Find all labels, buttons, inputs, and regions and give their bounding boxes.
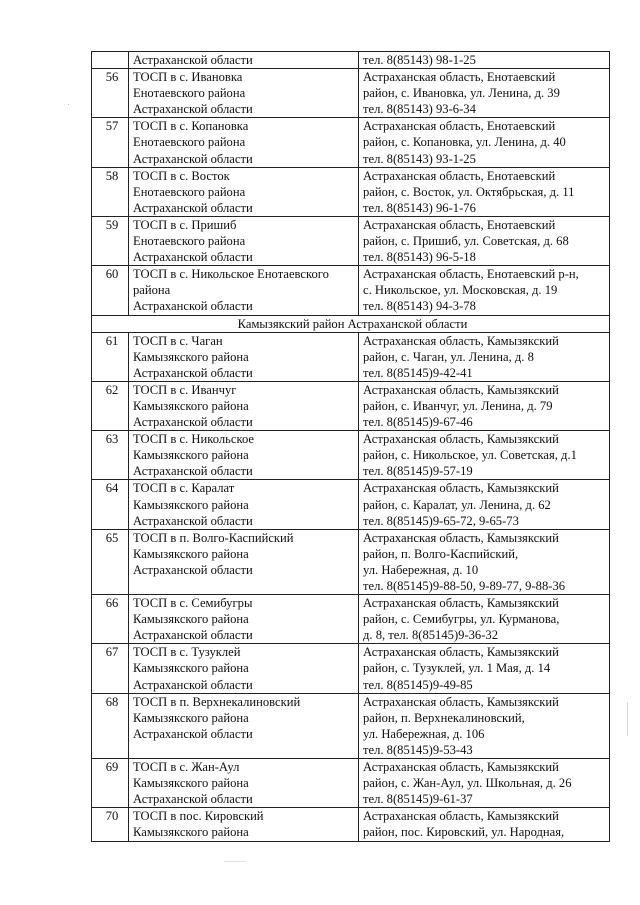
office-address-cell [359,69,610,118]
office-name-line: ТОСП в с. Чаган [133,333,223,348]
office-name-line: Астраханской области [133,151,253,166]
office-name-cell [129,69,359,118]
office-name-line: Астраханской области [133,200,253,215]
office-address-line: Астраханская область, Енотаевский [363,168,556,183]
office-name-line: Камызякского района [133,710,249,725]
office-name-line: Камызякского района [133,448,249,463]
table-row [92,266,610,315]
office-name-cell [129,644,359,693]
row-number: 56 [92,69,129,118]
office-address-line: д. 8, тел. 8(85145)9-36-32 [363,628,499,643]
office-address-line: Астраханская область, Камызякский [363,809,559,824]
office-name-line: ТОСП в с. Никольское [133,432,254,447]
office-address-line: тел. 8(85143) 98-1-25 [363,53,476,67]
row-number: 61 [92,332,129,381]
office-address-line: Астраханская область, Енотаевский [363,119,556,134]
scan-artifact [224,861,246,862]
office-name-cell [129,381,359,430]
office-address-line: тел. 8(85145)9-49-85 [363,677,473,692]
row-number: 64 [92,480,129,529]
table-row [92,381,610,430]
office-address-line: район, с. Каралат, ул. Ленина, д. 62 [363,497,551,512]
office-name-cell [129,167,359,216]
office-name-line: ТОСП в с. Иванчуг [133,382,237,397]
office-name-line: Камызякского района [133,661,249,676]
office-name-line: района [133,283,171,298]
table-row [92,52,610,69]
office-address-cell [359,216,610,265]
office-address-line: Астраханская область, Енотаевский [363,70,556,85]
office-address-cell [359,332,610,381]
office-name-line: Астраханской области [133,628,253,643]
table-row [92,529,610,594]
office-address-line: Астраханская область, Камызякский [363,645,559,660]
row-number: 65 [92,529,129,594]
office-name-line: Астраханской области [133,562,253,577]
table-row [92,118,610,167]
office-name-line: ТОСП в с. Восток [133,168,230,183]
office-address-line: тел. 8(85145)9-88-50, 9-89-77, 9-88-36 [363,579,566,593]
table-row [92,216,610,265]
office-address-line: район, с. Ивановка, ул. Ленина, д. 39 [363,86,560,101]
table-row [92,69,610,118]
office-name-line: Камызякского района [133,776,249,791]
office-name-line: Енотаевского района [133,184,246,199]
office-address-line: тел. 8(85145)9-57-19 [363,464,473,479]
office-address-line: район, п. Верхнекалиновский, [363,710,525,725]
office-name-line: ТОСП в с. Никольское Енотаевского [133,267,329,282]
row-number: 62 [92,381,129,430]
office-name-line: Астраханской области [133,677,253,692]
office-name-line: Астраханской области [133,102,253,117]
row-number: 58 [92,167,129,216]
office-name-line: Енотаевского района [133,86,246,101]
scan-artifact [627,702,628,736]
office-name-line: Астраханской области [133,726,253,741]
office-name-cell [129,480,359,529]
office-address-line: Астраханская область, Камызякский [363,481,559,496]
office-address-cell [359,480,610,529]
office-name-cell [129,332,359,381]
row-number: 57 [92,118,129,167]
office-name-line: ТОСП в с. Каралат [133,481,235,496]
office-name-line: Астраханской области [133,250,253,265]
office-name-line: ТОСП в п. Волго-Каспийский [133,530,294,545]
office-address-cell [359,118,610,167]
office-name-line: ТОСП в п. Верхнекалиновский [133,694,301,709]
office-address-line: район, с. Иванчуг, ул. Ленина, д. 79 [363,398,553,413]
office-address-line: Астраханская область, Камызякский [363,596,559,611]
office-address-cell [359,644,610,693]
table-row [92,595,610,644]
office-address-line: район, с. Никольское, ул. Советская, д.1 [363,448,577,463]
office-address-line: ул. Набережная, д. 106 [363,726,485,741]
row-number: 59 [92,216,129,265]
office-address-line: тел. 8(85145)9-65-72, 9-65-73 [363,513,519,528]
office-address-line: район, с. Восток, ул. Октябрьская, д. 11 [363,184,575,199]
office-name-line: ТОСП в с. Семибугры [133,596,253,611]
office-name-line: ТОСП в пос. Кировский [133,809,264,824]
office-name-line: ТОСП в с. Тузуклей [133,645,241,660]
office-name-line: Астраханской области [133,792,253,807]
office-name-line: Енотаевского района [133,135,246,150]
table-row [92,644,610,693]
office-address-line: тел. 8(85145)9-67-46 [363,415,473,430]
office-address-cell [359,266,610,315]
office-name-line: Камызякского района [133,349,249,364]
office-name-cell [129,808,359,841]
office-name-line: Астраханской области [133,365,253,380]
office-name-cell [129,759,359,808]
row-number: 70 [92,808,129,841]
office-name-line: Астраханской области [133,513,253,528]
table-row [92,332,610,381]
office-address-cell [359,529,610,594]
office-address-line: тел. 8(85143) 94-3-78 [363,299,476,314]
office-name-cell [129,216,359,265]
row-number: 60 [92,266,129,315]
office-name-line: Астраханской области [133,299,253,314]
office-name-cell [129,118,359,167]
office-name-line: Камызякского района [133,497,249,512]
table-row [92,693,610,758]
office-address-line: район, пос. Кировский, ул. Народная, [363,825,565,840]
office-address-line: тел. 8(85145)9-61-37 [363,792,473,807]
office-address-line: Астраханская область, Енотаевский [363,217,556,232]
scan-artifact [68,104,69,105]
row-number: 69 [92,759,129,808]
office-name-cell [129,595,359,644]
office-address-line: тел. 8(85143) 93-1-25 [363,151,476,166]
office-address-line: с. Никольское, ул. Московская, д. 19 [363,283,558,298]
office-address-line: Астраханская область, Камызякский [363,333,559,348]
row-number: 66 [92,595,129,644]
office-address-line: район, с. Семибугры, ул. Курманова, [363,612,560,627]
office-address-cell [359,381,610,430]
office-name-line: Камызякского района [133,398,249,413]
table-row [92,431,610,480]
office-address-cell [359,759,610,808]
office-address-line: Астраханская область, Камызякский [363,530,559,545]
section-header-row [92,315,610,332]
office-address-cell [359,808,610,841]
office-name-line: ТОСП в с. Пришиб [133,217,237,232]
office-name-line: ТОСП в с. Жан-Аул [133,760,240,775]
office-address-line: тел. 8(85143) 96-5-18 [363,250,476,265]
office-address-line: тел. 8(85145)9-53-43 [363,742,473,757]
office-name-line: Камызякского района [133,612,249,627]
office-address-line: тел. 8(85143) 96-1-76 [363,200,476,215]
office-address-line: Астраханская область, Камызякский [363,432,559,447]
office-address-line: Астраханская область, Камызякский [363,694,559,709]
office-name-line: ТОСП в с. Копановка [133,119,249,134]
table-row [92,759,610,808]
office-address-line: район, п. Волго-Каспийский, [363,546,519,561]
office-address-line: район, с. Пришиб, ул. Советская, д. 68 [363,234,569,249]
table-row [92,808,610,841]
office-address-cell [359,52,610,69]
office-name-cell [129,266,359,315]
office-name-cell [129,529,359,594]
office-address-line: Астраханская область, Енотаевский р-н, [363,267,579,282]
office-address-line: район, с. Тузуклей, ул. 1 Мая, д. 14 [363,661,551,676]
row-number [92,52,129,69]
office-name-line: Камызякского района [133,546,249,561]
office-address-line: район, с. Чаган, ул. Ленина, д. 8 [363,349,534,364]
office-name-line: Астраханской области [133,53,253,67]
office-directory-body [92,52,610,842]
office-address-cell [359,595,610,644]
office-name-line: Енотаевского района [133,234,246,249]
office-address-line: ул. Набережная, д. 10 [363,562,479,577]
office-name-cell [129,693,359,758]
office-address-line: тел. 8(85143) 93-6-34 [363,102,476,117]
row-number: 67 [92,644,129,693]
office-name-line: Камызякского района [133,825,249,840]
row-number: 63 [92,431,129,480]
office-name-line: ТОСП в с. Ивановка [133,70,243,85]
row-number: 68 [92,693,129,758]
office-name-line: Астраханской области [133,464,253,479]
office-address-line: район, с. Жан-Аул, ул. Школьная, д. 26 [363,776,572,791]
table-row [92,167,610,216]
office-name-cell [129,431,359,480]
office-address-line: Астраханская область, Камызякский [363,382,559,397]
office-address-line: Астраханская область, Камызякский [363,760,559,775]
section-title: Камызякский район Астраханской области [92,315,610,332]
office-directory-table [91,51,610,842]
office-name-cell [129,52,359,69]
office-address-cell [359,431,610,480]
office-address-cell [359,693,610,758]
office-address-line: тел. 8(85145)9-42-41 [363,365,473,380]
office-address-line: район, с. Копановка, ул. Ленина, д. 40 [363,135,566,150]
office-address-cell [359,167,610,216]
office-name-line: Астраханской области [133,415,253,430]
table-row [92,480,610,529]
